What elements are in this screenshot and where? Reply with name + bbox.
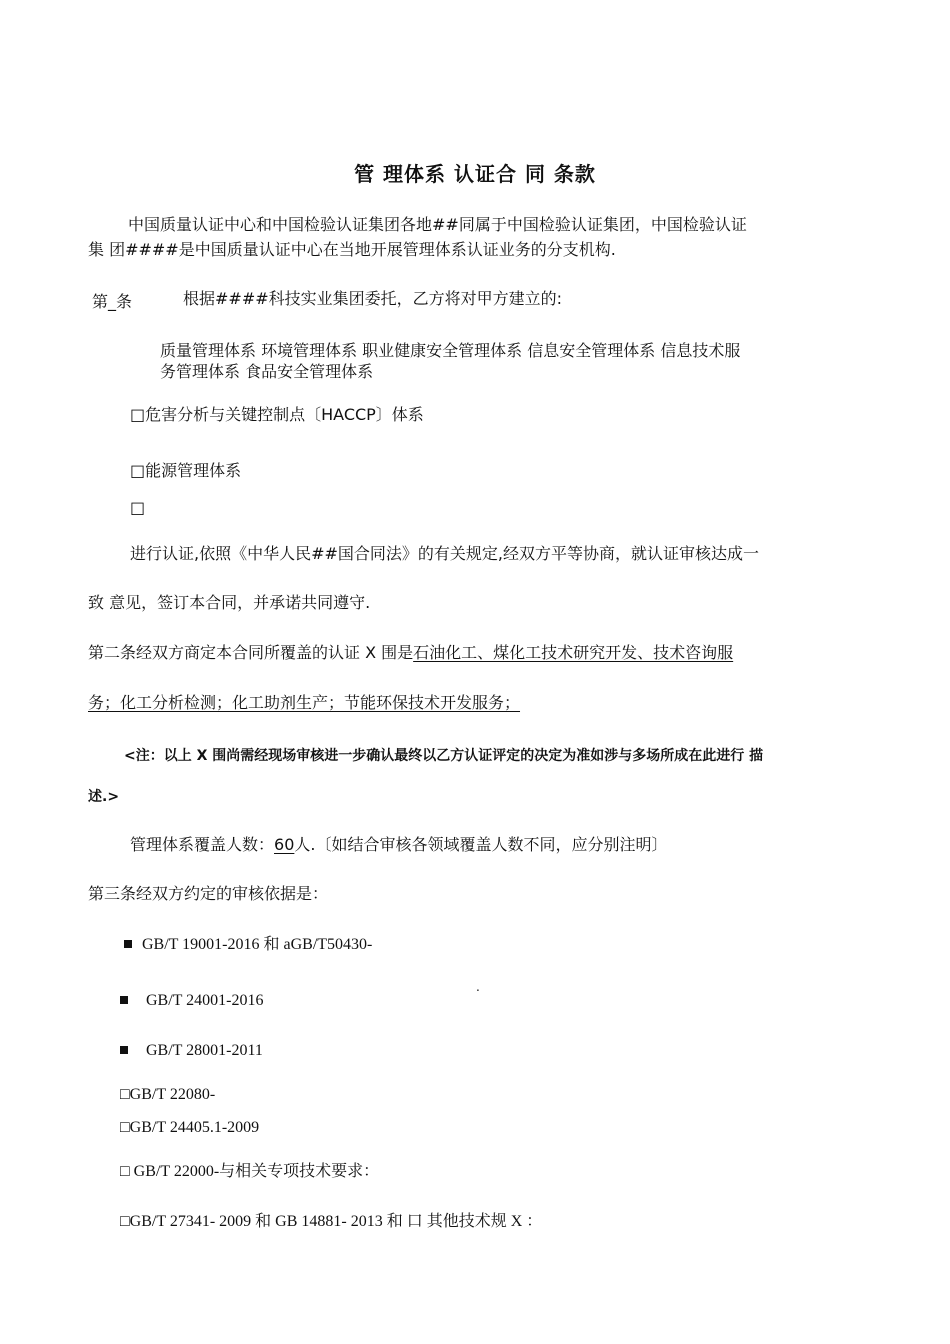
standard-item [120,992,263,1010]
standard-item [124,931,372,954]
standard-item: □ GB/T 22000-与相关专项技术要求： [120,1163,380,1180]
scope-text-2: 务；化工分析检测；化工助剂生产；节能环保技术开发服务； [88,693,521,712]
standard-text: GB/T 28001-2011 [146,1042,263,1059]
article3-heading: 第三条经双方约定的审核依据是： [88,884,329,903]
standard-text: GB/T 24001-2016 [146,992,264,1009]
page-title: 管 理体系 认证合 同 条款 [354,162,596,186]
scope-note-line-1: <注：以上 X 围尚需经现场审核进一步确认最终以乙方认证评定的决定为准如涉与多场所成在此进行 描 [124,748,764,764]
systems-line-1: 质量管理体系 环境管理体系 职业健康安全管理体系 信息安全管理体系 信息技术服 [160,341,741,360]
filled-square-icon [124,940,132,948]
option-haccp: □危害分析与关键控制点〔HACCP〕体系 [130,405,424,424]
option-energy: □能源管理体系 [130,461,242,480]
headcount-suffix: 人.〔如结合审核各领域覆盖人数不同，应分别注明〕 [294,835,668,854]
stray-mark: . [476,980,480,994]
standard-text: GB/T 19001-2016 和 aGB/T50430- [142,936,373,953]
article2-prefix: 第二条经双方商定本合同所覆盖的认证 X 围是 [88,643,414,662]
option-blank: □ [130,498,146,517]
standard-item: □GB/T 22080- [120,1086,216,1103]
headcount-line [130,832,667,855]
standard-item: □GB/T 27341- 2009 和 GB 14881- 2013 和 口 其他技术规 X ： [120,1213,543,1230]
standard-item: □GB/T 24405.1-2009 [120,1119,260,1136]
article1-paragraph-line-1: 进行认证,依照《中华人民##国合同法》的有关规定,经双方平等协商，就认证审核达成一 [130,544,759,563]
intro-line-1: 中国质量认证中心和中国检验认证集团各地##同属于中国检验认证集团，中国检验认证 [128,215,747,234]
systems-line-2: 务管理体系 食品安全管理体系 [160,362,374,381]
article1-label: 第_条 [92,292,133,311]
article1-text: 根据####科技实业集团委托，乙方将对甲方建立的: [183,289,563,308]
headcount-value: 60 [274,835,295,854]
article2-line-1 [88,640,733,663]
headcount-label: 管理体系覆盖人数： [130,835,275,854]
filled-square-icon [120,1046,128,1054]
intro-line-2: 集 团####是中国质量认证中心在当地开展管理体系认证业务的分支机构. [88,240,616,259]
scope-note-line-2: 述.> [88,789,120,805]
filled-square-icon [120,996,128,1004]
standard-item [120,1042,263,1060]
scope-text-1: 石油化工、煤化工技术研究开发、技术咨询服 [413,643,734,662]
article1-paragraph-line-2: 致 意见，签订本合同，并承诺共同遵守. [88,593,371,612]
